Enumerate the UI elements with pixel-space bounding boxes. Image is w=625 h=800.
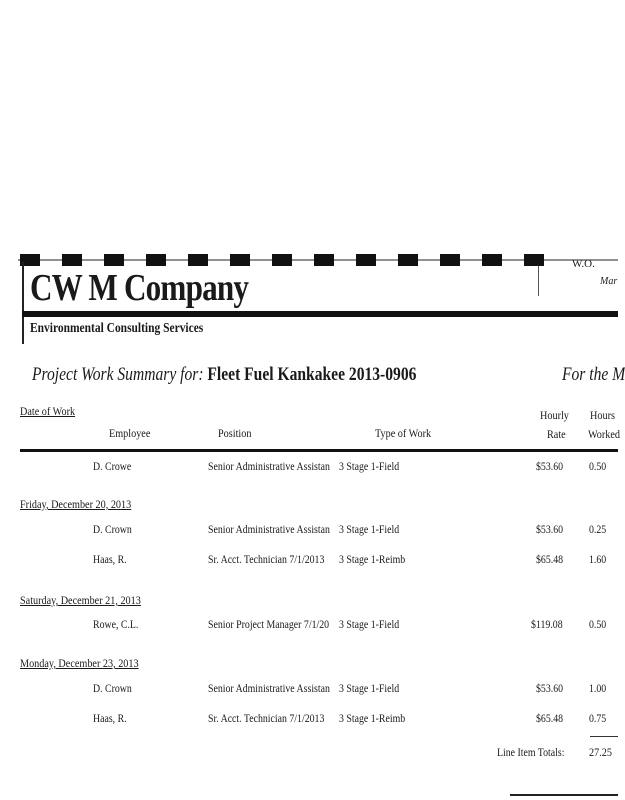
row-employee: Haas, R.	[93, 552, 127, 566]
totals-label: Line Item Totals:	[497, 745, 565, 759]
row-type: 3 Stage 1-Reimb	[339, 711, 406, 725]
column-header-hours-line1: Hours	[590, 408, 615, 422]
row-employee: Haas, R.	[93, 711, 127, 725]
row-type: 3 Stage 1-Field	[339, 617, 400, 631]
row-employee: D. Crown	[93, 522, 132, 536]
column-header-date: Date of Work	[20, 404, 76, 418]
row-position: Sr. Acct. Technician 7/1/2013	[208, 552, 325, 566]
row-hours: 0.75	[589, 711, 607, 725]
column-header-rate-line2: Rate	[547, 427, 566, 441]
column-header-employee: Employee	[109, 426, 151, 440]
row-type: 3 Stage 1-Field	[339, 459, 400, 473]
row-rate: $53.60	[536, 459, 564, 473]
row-hours: 0.50	[589, 459, 607, 473]
row-hours: 0.25	[589, 522, 607, 536]
left-border-line	[22, 262, 24, 344]
column-header-type: Type of Work	[375, 426, 432, 440]
row-type: 3 Stage 1-Reimb	[339, 552, 406, 566]
period-label: For the M	[562, 364, 625, 385]
row-position: Senior Administrative Assistan	[208, 522, 330, 536]
date-group-label: Friday, December 20, 2013	[20, 497, 132, 511]
row-position: Senior Administrative Assistan	[208, 459, 330, 473]
row-position: Senior Project Manager 7/1/20	[208, 617, 330, 631]
row-rate: $65.48	[536, 552, 564, 566]
row-type: 3 Stage 1-Field	[339, 522, 400, 536]
summary-prefix: Project Work Summary for:	[32, 364, 204, 385]
row-rate: $53.60	[536, 522, 564, 536]
date-group-label: Monday, December 23, 2013	[20, 656, 139, 670]
work-order-label: W.O.	[572, 258, 595, 270]
row-employee: D. Crown	[93, 681, 132, 695]
totals-hours: 27.25	[589, 745, 612, 759]
row-hours: 1.60	[589, 552, 607, 566]
company-subtitle: Environmental Consulting Services	[30, 321, 204, 336]
bottom-rule	[510, 794, 618, 796]
row-hours: 0.50	[589, 617, 607, 631]
row-rate: $65.48	[536, 711, 564, 725]
row-employee: D. Crowe	[93, 459, 132, 473]
column-header-rate-line1: Hourly	[540, 408, 569, 422]
table-header-rule	[20, 449, 618, 452]
row-rate: $53.60	[536, 681, 564, 695]
company-name: CW M Company	[30, 267, 249, 309]
header-right-subtext: Mar	[600, 276, 618, 287]
summary-title	[32, 364, 416, 386]
row-position: Senior Administrative Assistan	[208, 681, 330, 695]
right-divider-line	[538, 266, 539, 296]
totals-rule	[590, 736, 618, 737]
row-type: 3 Stage 1-Field	[339, 681, 400, 695]
column-header-position: Position	[218, 426, 252, 440]
header-thick-rule	[22, 311, 618, 317]
row-employee: Rowe, C.L.	[93, 617, 139, 631]
row-hours: 1.00	[589, 681, 607, 695]
row-rate: $119.08	[531, 617, 563, 631]
column-header-hours-line2: Worked	[588, 427, 621, 441]
row-position: Sr. Acct. Technician 7/1/2013	[208, 711, 325, 725]
date-group-label: Saturday, December 21, 2013	[20, 593, 141, 607]
project-name: Fleet Fuel Kankakee 2013-0906	[207, 364, 417, 385]
